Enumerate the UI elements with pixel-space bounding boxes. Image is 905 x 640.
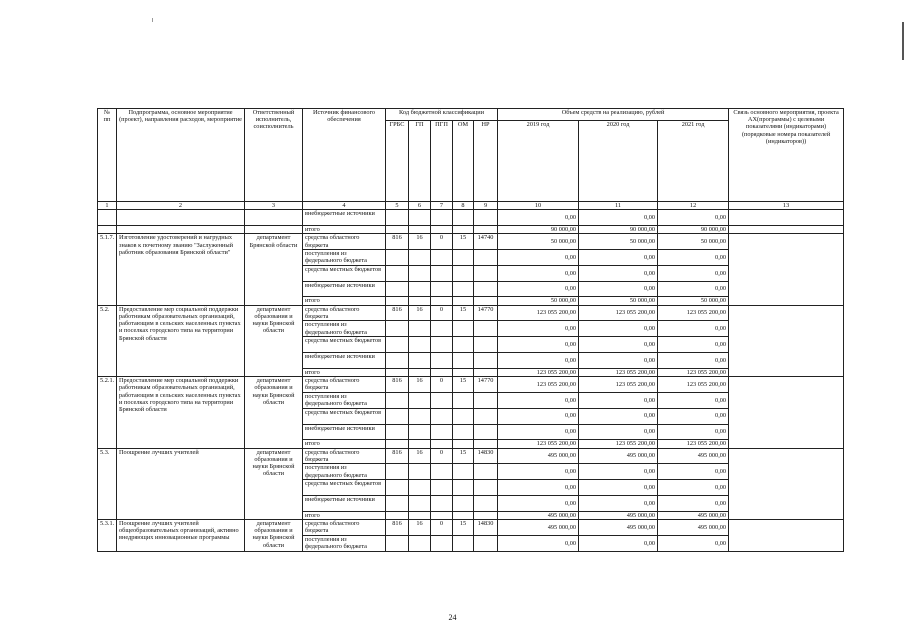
column-number-row	[98, 202, 844, 210]
budget-code-cell: 15	[453, 377, 474, 393]
amount-cell: 0,00	[579, 250, 658, 266]
scan-tick-mark	[152, 18, 153, 22]
total-label: итого	[303, 368, 386, 376]
amount-cell: 495 000,00	[498, 448, 579, 464]
page-number: 24	[448, 613, 457, 622]
source-label: внебюджетные источники	[303, 210, 386, 226]
amount-cell: 0,00	[498, 250, 579, 266]
budget-code-cell: 0	[431, 305, 453, 321]
amount-cell: 0,00	[658, 250, 729, 266]
amount-cell: 0,00	[498, 535, 579, 551]
table-row	[98, 448, 844, 464]
amount-cell: 0,00	[498, 210, 579, 226]
budget-code-cell: 0	[431, 377, 453, 393]
column-number: 1	[98, 202, 117, 210]
total-label: итого	[303, 440, 386, 448]
amount-cell: 0,00	[498, 321, 579, 337]
amount-cell: 0,00	[579, 321, 658, 337]
table-row	[98, 210, 844, 226]
source-label: средства местных бюджетов	[303, 337, 386, 353]
header-volume: Объем средств на реализацию, рублей	[498, 109, 729, 121]
amount-cell: 495 000,00	[658, 448, 729, 464]
item-number: 5.2.1.	[98, 377, 117, 448]
budget-code-cell: 816	[386, 448, 409, 464]
source-label: средства местных бюджетов	[303, 480, 386, 496]
amount-cell: 0,00	[498, 424, 579, 440]
amount-cell: 0,00	[579, 495, 658, 511]
header-link: Связь основного мероприятия, проекта АХ(программы) с целевыми показателями (индикаторами) (порядковые номера показателей (индикаторов))	[729, 109, 844, 202]
column-number: 11	[579, 202, 658, 210]
amount-cell: 0,00	[579, 353, 658, 369]
amount-cell: 495 000,00	[579, 519, 658, 535]
total-amount: 50 000,00	[579, 297, 658, 305]
amount-cell: 0,00	[658, 281, 729, 297]
item-name: Предоставление мер социальной поддержки работникам образовательных организаций, работающим в сельских населенных пунктах и поселках городского типа на территории Брянской области	[117, 305, 245, 376]
amount-cell: 0,00	[498, 495, 579, 511]
column-number: 7	[431, 202, 453, 210]
amount-cell: 0,00	[658, 353, 729, 369]
column-number: 3	[245, 202, 303, 210]
column-number: 13	[729, 202, 844, 210]
source-label: средства областного бюджета	[303, 448, 386, 464]
column-number: 2	[117, 202, 245, 210]
source-label: внебюджетные источники	[303, 424, 386, 440]
header-code-nr: НР	[474, 121, 498, 202]
amount-cell: 0,00	[579, 480, 658, 496]
header-code-gp: ГП	[409, 121, 431, 202]
amount-cell: 50 000,00	[498, 234, 579, 250]
budget-code-cell: 816	[386, 377, 409, 393]
header-subprogram: Подпрограмма, основное мероприятие (проект), направления расходов, мероприятие	[117, 109, 245, 202]
header-year-2019: 2019 год	[498, 121, 579, 202]
amount-cell: 0,00	[579, 535, 658, 551]
amount-cell: 0,00	[498, 353, 579, 369]
budget-code-cell: 15	[453, 234, 474, 250]
amount-cell: 0,00	[498, 480, 579, 496]
source-label: внебюджетные источники	[303, 281, 386, 297]
amount-cell: 123 055 200,00	[579, 305, 658, 321]
header-code-pgp: ПГП	[431, 121, 453, 202]
source-label: средства областного бюджета	[303, 234, 386, 250]
budget-code-cell: 14770	[474, 305, 498, 321]
amount-cell: 0,00	[658, 265, 729, 281]
amount-cell: 0,00	[658, 210, 729, 226]
item-name: Поощрение лучших учителей общеобразовательных организаций, активно внедряющих инновационные программы	[117, 519, 245, 551]
column-number: 6	[409, 202, 431, 210]
budget-code-cell: 16	[409, 448, 431, 464]
total-amount: 90 000,00	[498, 226, 579, 234]
item-name: Изготовление удостоверений и нагрудных знаков к почетному званию "Заслуженный работник образования Брянской области"	[117, 234, 245, 305]
amount-cell: 495 000,00	[579, 448, 658, 464]
header-year-2020: 2020 год	[579, 121, 658, 202]
amount-cell: 0,00	[498, 392, 579, 408]
amount-cell: 50 000,00	[579, 234, 658, 250]
item-executor: департамент Брянской области	[245, 234, 303, 305]
amount-cell: 123 055 200,00	[579, 377, 658, 393]
source-label: средства местных бюджетов	[303, 265, 386, 281]
item-name: Поощрение лучших учителей	[117, 448, 245, 519]
amount-cell: 0,00	[658, 535, 729, 551]
amount-cell: 0,00	[658, 392, 729, 408]
amount-cell: 0,00	[658, 480, 729, 496]
source-label: поступления из федерального бюджета	[303, 464, 386, 480]
source-label: внебюджетные источники	[303, 495, 386, 511]
amount-cell: 0,00	[579, 265, 658, 281]
source-label: внебюджетные источники	[303, 353, 386, 369]
item-name: Предоставление мер социальной поддержки работникам образовательных организаций, работающим в сельских населенных пунктах и поселках городского типа на территории Брянской области	[117, 377, 245, 448]
amount-cell: 0,00	[658, 321, 729, 337]
amount-cell: 0,00	[658, 464, 729, 480]
item-number: 5.3.1.	[98, 519, 117, 551]
amount-cell: 495 000,00	[498, 519, 579, 535]
source-label: средства областного бюджета	[303, 519, 386, 535]
amount-cell: 0,00	[579, 464, 658, 480]
total-label: итого	[303, 226, 386, 234]
column-number: 12	[658, 202, 729, 210]
item-executor: департамент образования и науки Брянской области	[245, 448, 303, 519]
amount-cell: 495 000,00	[658, 519, 729, 535]
budget-table	[97, 108, 844, 552]
item-number: 5.1.7.	[98, 234, 117, 305]
header-executor: Ответственный исполнитель, соисполнитель	[245, 109, 303, 202]
source-label: средства местных бюджетов	[303, 408, 386, 424]
header-code-grbs: ГРБС	[386, 121, 409, 202]
amount-cell: 0,00	[579, 210, 658, 226]
table-row	[98, 519, 844, 535]
amount-cell: 0,00	[498, 281, 579, 297]
header-budget-code: Код бюджетной классификации	[386, 109, 498, 121]
header-no: № пп	[98, 109, 117, 202]
total-amount: 495 000,00	[658, 511, 729, 519]
total-label: итого	[303, 511, 386, 519]
budget-code-cell: 816	[386, 305, 409, 321]
amount-cell: 50 000,00	[658, 234, 729, 250]
amount-cell: 0,00	[579, 408, 658, 424]
budget-code-cell: 15	[453, 448, 474, 464]
column-number: 4	[303, 202, 386, 210]
budget-code-cell: 15	[453, 305, 474, 321]
budget-code-cell: 14740	[474, 234, 498, 250]
source-label: поступления из федерального бюджета	[303, 535, 386, 551]
total-amount: 50 000,00	[498, 297, 579, 305]
total-amount: 495 000,00	[498, 511, 579, 519]
budget-code-cell: 0	[431, 519, 453, 535]
amount-cell: 0,00	[658, 424, 729, 440]
column-number: 9	[474, 202, 498, 210]
total-amount: 123 055 200,00	[498, 368, 579, 376]
header-source: Источник финансового обеспечения	[303, 109, 386, 202]
total-amount: 123 055 200,00	[579, 368, 658, 376]
amount-cell: 0,00	[498, 337, 579, 353]
budget-code-cell: 14830	[474, 448, 498, 464]
budget-code-cell: 16	[409, 377, 431, 393]
header-year-2021: 2021 год	[658, 121, 729, 202]
item-number: 5.3.	[98, 448, 117, 519]
total-amount: 123 055 200,00	[658, 440, 729, 448]
budget-code-cell: 16	[409, 234, 431, 250]
budget-code-cell: 0	[431, 234, 453, 250]
source-label: поступления из федерального бюджета	[303, 392, 386, 408]
budget-code-cell: 16	[409, 305, 431, 321]
header-code-om: ОМ	[453, 121, 474, 202]
budget-code-cell: 16	[409, 519, 431, 535]
total-amount: 123 055 200,00	[498, 440, 579, 448]
source-label: средства областного бюджета	[303, 305, 386, 321]
item-number: 5.2.	[98, 305, 117, 376]
column-number: 5	[386, 202, 409, 210]
item-executor: департамент образования и науки Брянской области	[245, 305, 303, 376]
budget-code-cell: 816	[386, 519, 409, 535]
source-label: поступления из федерального бюджета	[303, 250, 386, 266]
total-label: итого	[303, 297, 386, 305]
total-amount: 123 055 200,00	[658, 368, 729, 376]
total-amount: 90 000,00	[658, 226, 729, 234]
table-row	[98, 305, 844, 321]
budget-code-cell: 14770	[474, 377, 498, 393]
amount-cell: 123 055 200,00	[658, 305, 729, 321]
source-label: поступления из федерального бюджета	[303, 321, 386, 337]
item-executor: департамент образования и науки Брянской области	[245, 377, 303, 448]
table-row-total	[98, 226, 844, 234]
total-amount: 123 055 200,00	[579, 440, 658, 448]
budget-code-cell: 0	[431, 448, 453, 464]
amount-cell: 0,00	[579, 337, 658, 353]
total-amount: 50 000,00	[658, 297, 729, 305]
budget-code-cell: 816	[386, 234, 409, 250]
amount-cell: 0,00	[498, 408, 579, 424]
source-label: средства областного бюджета	[303, 377, 386, 393]
amount-cell: 0,00	[579, 281, 658, 297]
table-row	[98, 234, 844, 250]
amount-cell: 0,00	[658, 408, 729, 424]
total-amount: 495 000,00	[579, 511, 658, 519]
amount-cell: 0,00	[658, 495, 729, 511]
amount-cell: 0,00	[498, 265, 579, 281]
table-row	[98, 377, 844, 393]
column-number: 10	[498, 202, 579, 210]
budget-code-cell: 15	[453, 519, 474, 535]
item-executor: департамент образования и науки Брянской области	[245, 519, 303, 551]
column-number: 8	[453, 202, 474, 210]
amount-cell: 0,00	[579, 392, 658, 408]
amount-cell: 0,00	[579, 424, 658, 440]
amount-cell: 0,00	[658, 337, 729, 353]
amount-cell: 123 055 200,00	[498, 377, 579, 393]
budget-code-cell: 14830	[474, 519, 498, 535]
amount-cell: 0,00	[498, 464, 579, 480]
amount-cell: 123 055 200,00	[498, 305, 579, 321]
amount-cell: 123 055 200,00	[658, 377, 729, 393]
total-amount: 90 000,00	[579, 226, 658, 234]
scan-edge-mark	[902, 22, 904, 60]
